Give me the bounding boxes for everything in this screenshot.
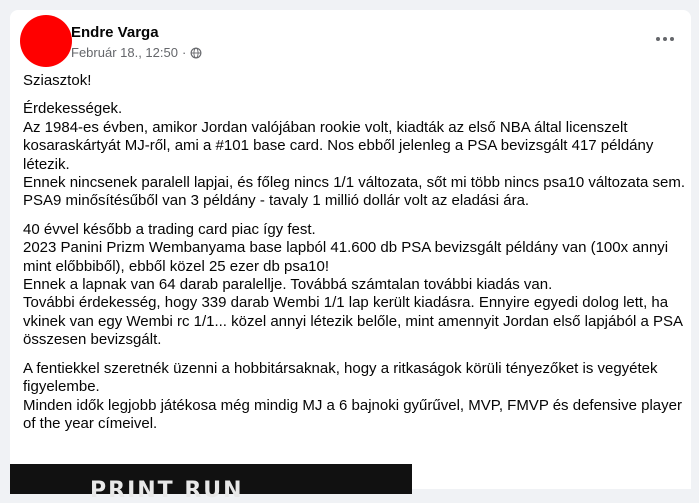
post-header bbox=[10, 10, 691, 70]
post-text-line: Minden idők legjobb játékosa még mindig MJ a 6 bajnoki gyűrűvel, MVP, FMVP és defensive player bbox=[23, 396, 682, 414]
post-paragraph bbox=[23, 100, 686, 210]
post-text-line: 40 évvel később a trading card piac így fest. bbox=[23, 220, 316, 238]
post-text-line: összesen bevizsgált. bbox=[23, 331, 162, 349]
meta-separator: · bbox=[181, 45, 187, 60]
post-timestamp[interactable]: Február 18., 12:50 bbox=[71, 45, 178, 60]
post-text-line: További érdekesség, hogy 339 darab Wembi 1/1 lap került kiadásra. Ennyire egyedi dolog lett, ha bbox=[23, 294, 669, 312]
post-text-line: 2023 Panini Prizm Wembanyama base lapból 41.600 db PSA bevizsgált példány van (100x annyi bbox=[23, 239, 669, 257]
post-text-line: of the year címeivel. bbox=[23, 414, 158, 432]
author-name[interactable]: Endre Varga bbox=[71, 24, 159, 41]
post-text bbox=[23, 72, 686, 443]
avatar[interactable] bbox=[20, 15, 72, 67]
post-image-text: PRINT RUN bbox=[90, 478, 244, 503]
post-card bbox=[10, 10, 691, 503]
more-options-button[interactable] bbox=[653, 30, 677, 48]
post-text-line: Ennek a lapnak van 64 darab paralellje. Továbbá számtalan további kiadás van. bbox=[23, 276, 553, 294]
post-paragraph bbox=[23, 360, 683, 434]
more-options-icon-dot bbox=[663, 37, 667, 41]
more-options-icon-dot bbox=[670, 37, 674, 41]
post-text-line: mint előbbiből), ebből közel 25 ezer db psa10! bbox=[23, 257, 330, 275]
post-text-line: Az 1984-es évben, amikor Jordan valójában rookie volt, kiadták az első NBA által licenszelt bbox=[23, 118, 628, 136]
post-paragraph bbox=[23, 221, 683, 350]
post-text-line: vkinek van egy Wembi rc 1/1... közel annyi létezik belőle, mint amennyit Jordan első lapjából a PSA bbox=[23, 312, 684, 330]
post-text-line: Sziasztok! bbox=[23, 72, 92, 89]
more-options-icon bbox=[656, 37, 660, 41]
post-image[interactable] bbox=[10, 464, 412, 503]
post-text-line: PSA9 minősítésűből van 3 példány - tavaly 1 millió dollár volt az eladási ára. bbox=[23, 192, 530, 210]
post-text-line: A fentiekkel szeretnék üzenni a hobbitársaknak, hogy a ritkaságok körüli tényezőket is vegyétek bbox=[23, 359, 658, 377]
post-text-line: Ennek nincsenek paralell lapjai, és főleg nincs 1/1 változata, sőt mi több nincs psa10 változata sem. bbox=[23, 174, 686, 192]
post-text-line: figyelembe. bbox=[23, 378, 100, 396]
post-paragraph bbox=[23, 72, 683, 90]
post-text-line: kosaraskártyát MJ-ről, ami a #101 base card. Nos ebből jelenleg a PSA bevizsgált 417 példány bbox=[23, 137, 654, 155]
globe-icon[interactable] bbox=[190, 47, 202, 59]
post-meta bbox=[71, 45, 202, 60]
post-text-line: Érdekességek. bbox=[23, 100, 123, 118]
post-text-line: létezik. bbox=[23, 155, 70, 173]
